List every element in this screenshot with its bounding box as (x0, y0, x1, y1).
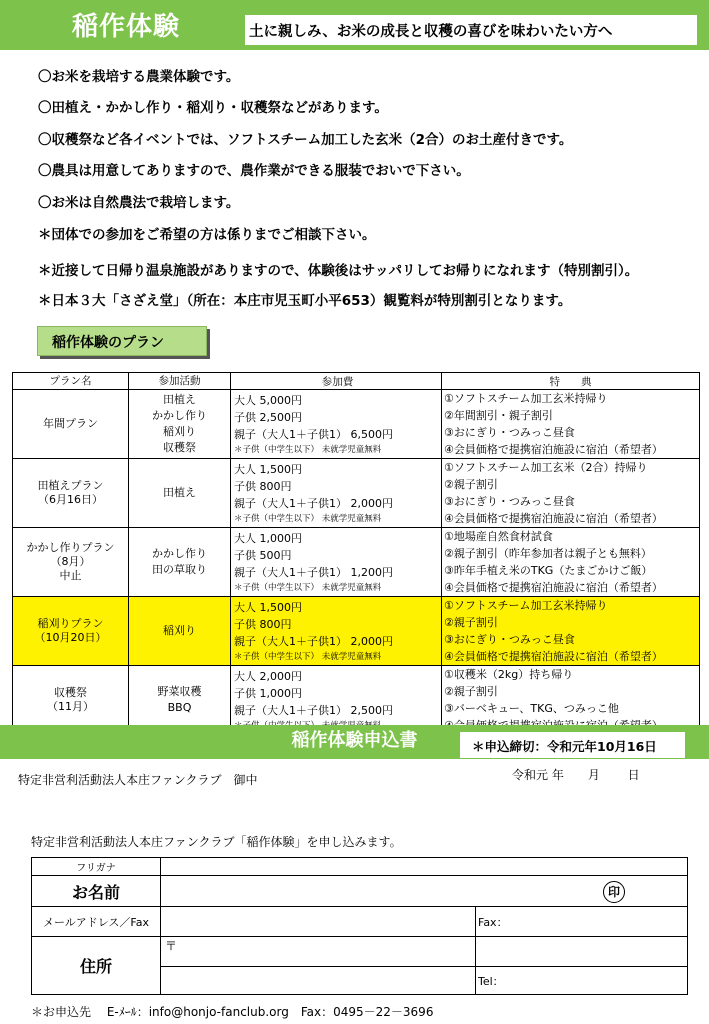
name-field[interactable] (161, 876, 688, 907)
intro-line: 〇田植え・かかし作り・稲刈り・収穫祭などがあります。 (38, 100, 388, 116)
benefit: ④会員価格で提携宿泊施設に宿泊（希望者） (444, 650, 663, 663)
column-header-benefits: 特 典 (442, 373, 700, 390)
intro-line: ＊近接して日帰り温泉施設がありますので、体験後はサッパリしてお帰りになれます（特別割引）。 (38, 263, 639, 279)
fee-adult: 大人 2,000円 (234, 669, 302, 683)
page-subtitle: 土に親しみ、お米の成長と収穫の喜びを味わいたい方へ (249, 24, 613, 40)
activity: 稲刈り (163, 624, 196, 637)
activity-cell (129, 390, 231, 459)
benefit: ③おにぎり・つみっこ昼食 (444, 495, 575, 508)
plan-status: 中止 (59, 569, 82, 582)
application-statement: 特定非営利活動法人本庄ファンクラブ「稲作体験」を申し込みます。 (31, 835, 402, 849)
fee-note: ＊子供（中学生以下） 未就学児童無料 (234, 582, 382, 593)
email-fax-label: メールアドレス／Fax (32, 907, 161, 937)
plan-name: かかし作りプラン (26, 541, 115, 554)
intro-line: ＊日本３大「さざえ堂」（所在：本庄市児玉町小平653）観覧料が特別割引となります。 (38, 293, 572, 309)
plan-date: （11月） (47, 700, 94, 713)
tel-field[interactable] (476, 967, 688, 995)
benefit: ①収穫米（2kg）持ち帰り (444, 668, 574, 681)
plan-name-cell (13, 390, 129, 459)
plan-section-label (37, 326, 207, 356)
fee-child: 子供 500円 (234, 548, 292, 562)
name-label: お名前 (32, 876, 161, 907)
fee-cell (231, 597, 442, 666)
activity: BBQ (167, 701, 192, 714)
fee-adult: 大人 1,000円 (234, 531, 302, 545)
plan-name: 収穫祭 (54, 686, 87, 699)
plan-date: （8月） (50, 555, 91, 568)
plan-name: 田植えプラン (37, 479, 104, 492)
benefit: ③おにぎり・つみっこ昼食 (444, 633, 575, 646)
column-header-plan: プラン名 (13, 373, 129, 390)
fee-note: ＊子供（中学生以下） 未就学児童無料 (234, 444, 382, 455)
deadline-box (460, 732, 685, 758)
benefit: ①地場産自然食材試食 (444, 530, 553, 543)
benefits-cell (442, 528, 700, 597)
activity: 稲刈り (163, 425, 196, 438)
plan-name-cell (13, 459, 129, 528)
benefit: ④会員価格で提携宿泊施設に宿泊（希望者） (444, 512, 663, 525)
tel-label: Tel： (478, 974, 504, 988)
plan-table (12, 372, 700, 735)
address-field[interactable] (161, 937, 476, 967)
plan-name-cell (13, 528, 129, 597)
deadline-text: ＊申込締切：令和元年10月16日 (472, 739, 657, 754)
benefit: ②親子割引 (444, 478, 498, 491)
intro-line: 〇お米は自然農法で栽培します。 (38, 195, 240, 211)
page-title: 稲作体験 (72, 12, 181, 42)
fee-pair: 親子（大人1＋子供1） 6,500円 (234, 427, 393, 441)
fee-adult: 大人 5,000円 (234, 393, 302, 407)
benefit: ②親子割引 (444, 685, 498, 698)
fax-label: Fax： (478, 915, 508, 929)
contact-info: ＊お申込先 E-ﾒｰﾙ：info@honjo-fanclub.org Fax：0495－22－3696 (31, 1005, 434, 1019)
intro-line: 〇収穫祭など各イベントでは、ソフトスチーム加工した玄米（2合）のお土産付きです。 (38, 132, 573, 148)
address-label: 住所 (32, 937, 161, 995)
benefit: ①ソフトスチーム加工玄米持帰り (444, 392, 608, 405)
seal-mark: 印 (603, 881, 625, 903)
fee-child: 子供 2,500円 (234, 410, 302, 424)
intro-line: 〇農具は用意してありますので、農作業ができる服装でおいで下さい。 (38, 163, 470, 179)
table-row (13, 390, 700, 459)
date-line: 令和元 年 月 日 (512, 768, 640, 782)
fee-pair: 親子（大人1＋子供1） 1,200円 (234, 565, 393, 579)
benefit: ③おにぎり・つみっこ昼食 (444, 426, 575, 439)
intro-line: ＊団体での参加をご希望の方は係りまでご相談下さい。 (38, 227, 376, 243)
furigana-field[interactable] (161, 858, 688, 876)
fee-child: 子供 1,000円 (234, 686, 302, 700)
fee-child: 子供 800円 (234, 479, 292, 493)
fee-pair: 親子（大人1＋子供1） 2,000円 (234, 634, 393, 648)
fee-cell (231, 459, 442, 528)
fee-adult: 大人 1,500円 (234, 600, 302, 614)
address-field-right[interactable] (476, 937, 688, 967)
plan-name: 稲刈りプラン (37, 617, 104, 630)
intro-line: 〇お米を栽培する農業体験です。 (38, 69, 240, 85)
benefit: ②年間割引・親子割引 (444, 409, 553, 422)
table-row (13, 459, 700, 528)
benefits-cell (442, 597, 700, 666)
fax-field[interactable] (476, 907, 688, 937)
activity: かかし作り (152, 547, 207, 560)
table-header-row (13, 373, 700, 390)
email-field[interactable] (161, 907, 476, 937)
application-title: 稲作体験申込書 (291, 730, 418, 751)
fee-note: ＊子供（中学生以下） 未就学児童無料 (234, 651, 382, 662)
activity: 田の草取り (152, 563, 207, 576)
column-header-fee: 参加費 (231, 373, 442, 390)
benefit: ③バーベキュー、TKG、つみっこ他 (444, 702, 619, 715)
activity-cell (129, 597, 231, 666)
plan-section-title: 稲作体験のプラン (52, 335, 164, 351)
activity-cell (129, 528, 231, 597)
activity: 収穫祭 (163, 441, 196, 454)
benefit: ③昨年手植え米のTKG（たまごかけご飯） (444, 564, 653, 577)
table-row-highlighted (13, 597, 700, 666)
plan-date: （6月16日） (38, 493, 103, 506)
activity-cell (129, 459, 231, 528)
address-field-2[interactable] (161, 967, 476, 995)
benefit: ④会員価格で提携宿泊施設に宿泊（希望者） (444, 443, 663, 456)
activity: かかし作り (152, 409, 207, 422)
benefit: ①ソフトスチーム加工玄米持帰り (444, 599, 608, 612)
column-header-activity: 参加活動 (129, 373, 231, 390)
fee-pair: 親子（大人1＋子供1） 2,000円 (234, 496, 393, 510)
fee-pair: 親子（大人1＋子供1） 2,500円 (234, 703, 393, 717)
postal-mark: 〒 (165, 939, 178, 953)
fee-note: ＊子供（中学生以下） 未就学児童無料 (234, 513, 382, 524)
furigana-label: フリガナ (32, 858, 161, 876)
benefits-cell (442, 390, 700, 459)
benefit: ④会員価格で提携宿泊施設に宿泊（希望者） (444, 581, 663, 594)
benefit: ②親子割引（昨年参加者は親子とも無料） (444, 547, 652, 560)
plan-name: 年間プラン (43, 417, 98, 430)
fee-cell (231, 528, 442, 597)
benefit: ①ソフトスチーム加工玄米（2合）持帰り (444, 461, 648, 474)
fee-adult: 大人 1,500円 (234, 462, 302, 476)
benefits-cell (442, 459, 700, 528)
subtitle-box (245, 15, 697, 45)
activity: 田植え (163, 486, 196, 499)
fee-cell (231, 390, 442, 459)
plan-date: （10月20日） (34, 631, 107, 644)
application-form (31, 857, 688, 995)
activity: 野菜収穫 (157, 685, 202, 698)
plan-name-cell (13, 597, 129, 666)
activity: 田植え (163, 393, 196, 406)
fee-child: 子供 800円 (234, 617, 292, 631)
addressee: 特定非営利活動法人本庄ファンクラブ 御中 (18, 773, 258, 787)
table-row (13, 528, 700, 597)
benefit: ②親子割引 (444, 616, 498, 629)
